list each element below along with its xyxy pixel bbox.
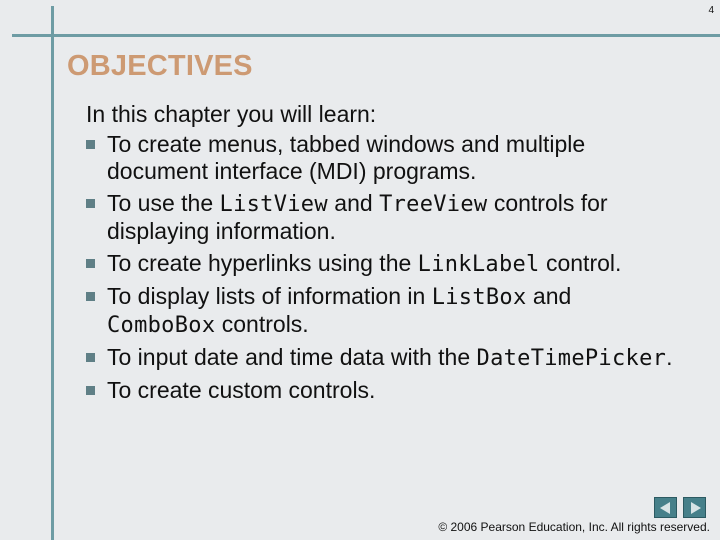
previous-slide-button[interactable] (654, 497, 677, 518)
objectives-list (86, 131, 686, 404)
next-slide-button[interactable] (683, 497, 706, 518)
objective-item-listbox: To display lists of information in ListBox and ComboBox controls. (86, 283, 686, 339)
bullet-icon (86, 140, 95, 149)
slide-title: OBJECTIVES (67, 50, 253, 82)
copyright-footer: © 2006 Pearson Education, Inc. All rights reserved. (438, 520, 710, 534)
triangle-right-icon (691, 502, 701, 514)
objective-item-datetimepicker: To input date and time data with the DateTimePicker. (86, 344, 686, 372)
horizontal-rule (12, 34, 720, 37)
triangle-left-icon (660, 502, 670, 514)
bullet-icon (86, 259, 95, 268)
bullet-icon (86, 353, 95, 362)
page-number: 4 (708, 5, 714, 16)
vertical-rule (51, 6, 54, 540)
slide-content (86, 101, 686, 409)
objective-item-listview: To use the ListView and TreeView controls for displaying information. (86, 190, 686, 245)
intro-text: In this chapter you will learn: (86, 101, 377, 127)
objective-item-custom-controls: To create custom controls. (86, 377, 686, 404)
objective-item-linklabel: To create hyperlinks using the LinkLabel control. (86, 250, 686, 278)
bullet-icon (86, 199, 95, 208)
bullet-icon (86, 386, 95, 395)
bullet-icon (86, 292, 95, 301)
objective-item-menus: To create menus, tabbed windows and multiple document interface (MDI) programs. (86, 131, 686, 185)
